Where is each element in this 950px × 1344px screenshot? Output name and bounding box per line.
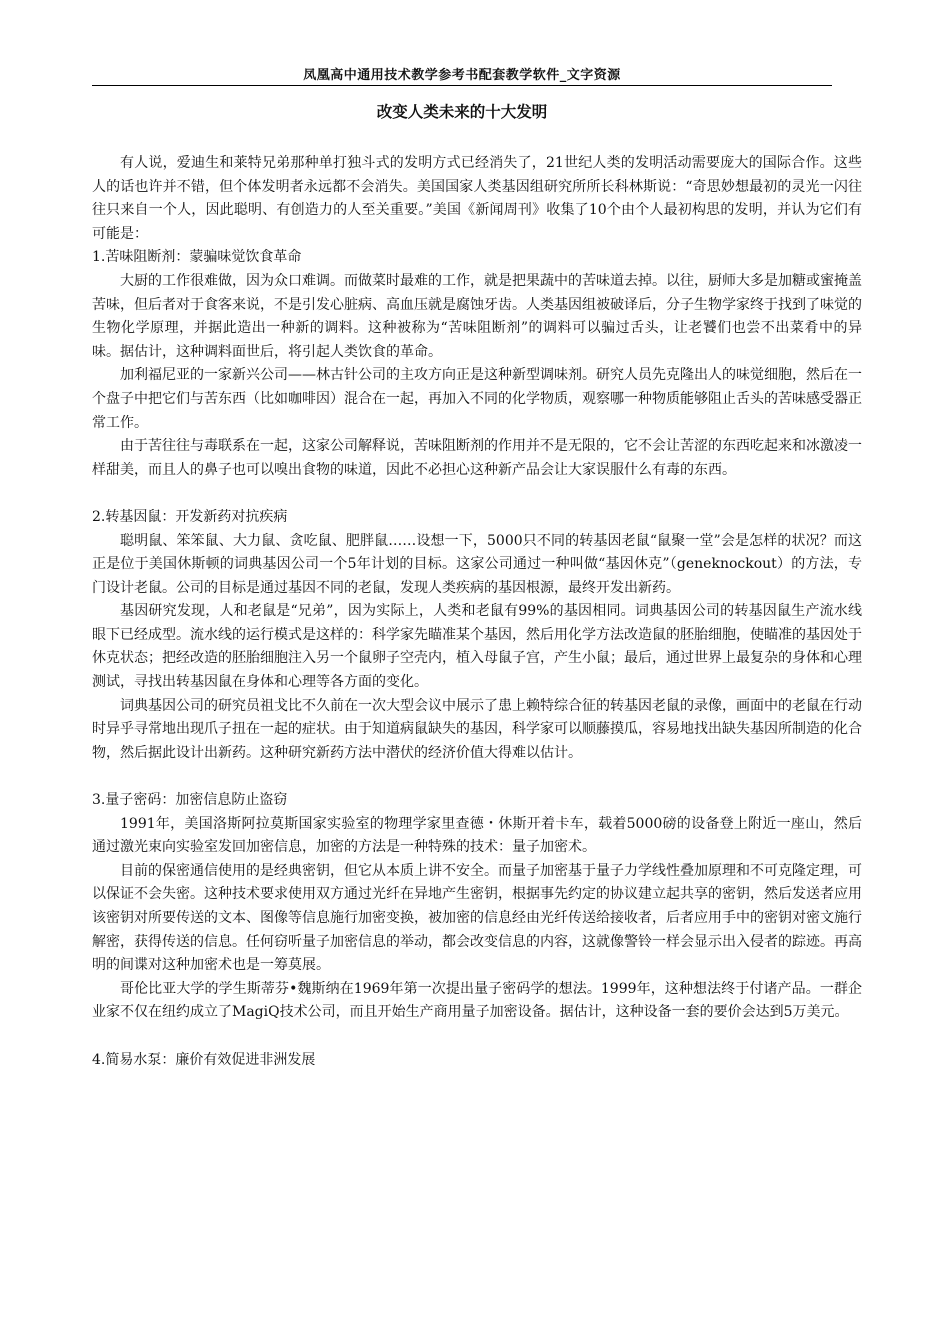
section-3-paragraph: 目前的保密通信使用的是经典密钥，但它从本质上讲不安全。而量子加密基于量子力学线性叠加原理和不可克隆定理，可以保证不会失密。这种技术要求使用双方通过光纤在异地产生密钥，根据事先约定的协议建立起共享的密钥，然后发送者应用该密钥对所要传送的文本、图像等信息施行加密变换，被加密的信息经由光纤传送给接收者，后者应用手中的密钥对密文施行解密，获得传送的信息。任何窃听量子加密信息的举动，都会改变信息的内容，这就像警铃一样会显示出入侵者的踪迹。再高明的间谍对这种加密术也是一筹莫展。 — [92, 862, 862, 974]
section-2-paragraph: 聪明鼠、笨笨鼠、大力鼠、贪吃鼠、肥胖鼠……设想一下，5000只不同的转基因老鼠“鼠聚一堂”会是怎样的状况？而这正是位于美国休斯顿的词典基因公司一个5年计划的目标。这家公司通过一种叫做“基因休克”（geneknockout）的方法，专门设计老鼠。公司的目标是通过基因不同的老鼠，发现人类疾病的基因根源，最终开发出新药。 — [92, 532, 862, 596]
section-heading-2: 2.转基因鼠：开发新药对抗疾病 — [92, 508, 288, 525]
section-1-paragraph: 加利福尼亚的一家新兴公司——林古针公司的主攻方向正是这种新型调味剂。研究人员先克隆出人的味觉细胞，然后在一个盘子中把它们与苦东西（比如咖啡因）混合在一起，再加入不同的化学物质，观察哪一种物质能够阻止舌头的苦味感受器正常工作。 — [92, 367, 862, 431]
section-2-paragraph: 基因研究发现，人和老鼠是“兄弟”，因为实际上，人类和老鼠有99%的基因相同。词典基因公司的转基因鼠生产流水线眼下已经成型。流水线的运行模式是这样的：科学家先瞄准某个基因，然后用化学方法改造鼠的胚胎细胞，使瞄准的基因处于休克状态；把经改造的胚胎细胞注入另一个鼠卵子空壳内，植入母鼠子宫，产生小鼠；最后，通过世界上最复杂的身体和心理测试，寻找出转基因鼠在身体和心理等各方面的变化。 — [92, 603, 862, 691]
section-1-paragraph: 由于苦往往与毒联系在一起，这家公司解释说，苦味阻断剂的作用并不是无限的，它不会让苦涩的东西吃起来和冰激凌一样甜美，而且人的鼻子也可以嗅出食物的味道，因此不必担心这种新产品会让大家误服什么有毒的东西。 — [92, 438, 862, 478]
section-heading-3: 3.量子密码：加密信息防止盗窃 — [92, 792, 288, 809]
section-spacer — [92, 482, 862, 506]
header-divider — [92, 85, 832, 86]
section-heading-1: 1.苦味阻断剂：蒙骗味觉饮食革命 — [92, 249, 302, 266]
running-header: 凤凰高中通用技术教学参考书配套教学软件_文字资源 — [303, 68, 621, 83]
intro-paragraph: 有人说，爱迪生和莱特兄弟那种单打独斗式的发明方式已经消失了，21世纪人类的发明活动需要庞大的国际合作。这些人的话也许并不错，但个体发明者永远都不会消失。美国国家人类基因组研究所所长科林斯说：“奇思妙想最初的灵光一闪往往只来自一个人，因此聪明、有创造力的人至关重要。”美国《新闻周刊》收集了10个由个人最初构思的发明，并认为它们有可能是： — [92, 155, 862, 242]
section-spacer — [92, 1025, 862, 1049]
section-1-paragraph: 大厨的工作很难做，因为众口难调。而做菜时最难的工作，就是把果蔬中的苦味道去掉。以往，厨师大多是加糖或蜜掩盖苦味，但后者对于食客来说，不是引发心脏病、高血压就是腐蚀牙齿。人类基因组被破译后，分子生物学家终于找到了味觉的生物化学原理，并据此造出一种新的调料。这种被称为“苦味阻断剂”的调料可以骗过舌头，让老饕们也尝不出菜肴中的异味。据估计，这种调料面世后，将引起人类饮食的革命。 — [92, 272, 862, 360]
page-title: 改变人类未来的十大发明 — [376, 103, 548, 121]
section-3-paragraph: 1991年，美国洛斯阿拉莫斯国家实验室的物理学家里查德・休斯开着卡车，载着5000磅的设备登上附近一座山，然后通过激光束向实验室发回加密信息，加密的方法是一种特殊的技术：量子加密术。 — [92, 815, 862, 856]
section-2-paragraph: 词典基因公司的研究员祖戈比不久前在一次大型会议中展示了患上赖特综合征的转基因老鼠的录像，画面中的老鼠在行动时异乎寻常地出现爪子扭在一起的症状。由于知道病鼠缺失的基因，科学家可以顺藤摸瓜，容易地找出缺失基因所制造的化合物，然后据此设计出新药。这种研究新药方法中潜伏的经济价值大得难以估计。 — [92, 697, 862, 761]
article-body — [92, 152, 862, 1072]
section-heading-4: 4.简易水泵：廉价有效促进非洲发展 — [92, 1051, 316, 1068]
section-3-paragraph: 哥伦比亚大学的学生斯蒂芬•魏斯纳在1969年第一次提出量子密码学的想法。1999年，这种想法终于付诸产品。一群企业家不仅在纽约成立了MagiQ技术公司，而且开始生产商用量子加密设备。据估计，这种设备一套的要价会达到5万美元。 — [92, 980, 862, 1021]
section-spacer — [92, 765, 862, 789]
